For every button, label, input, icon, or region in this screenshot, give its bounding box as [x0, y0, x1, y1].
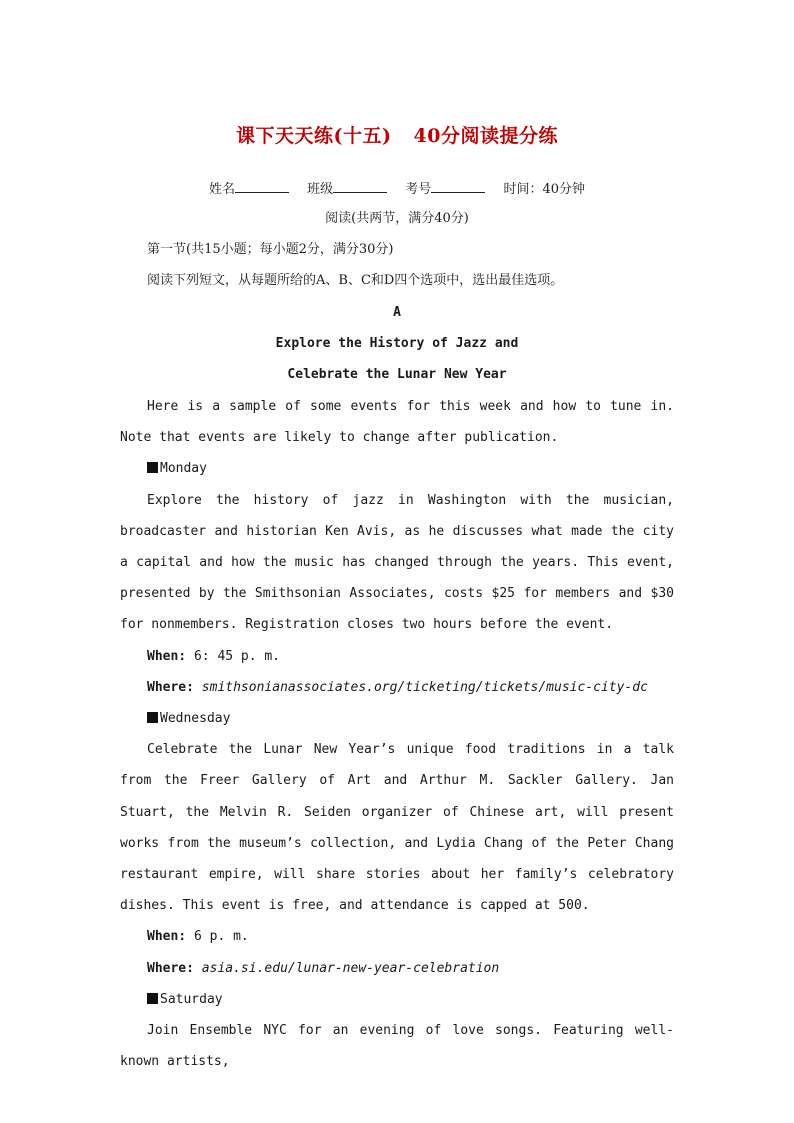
event-day-wednesday: Wednesday	[120, 703, 674, 734]
instructions: 阅读下列短文，从每题所给的A、B、C和D四个选项中，选出最佳选项。	[147, 273, 564, 288]
intro-paragraph: Here is a sample of some events for this week and how to tune in. Note that events are likely to change after publication.	[120, 399, 674, 446]
part1-heading: 第一节(共15小题；每小题2分，满分30分)	[147, 242, 394, 257]
event-where-monday: Where: smithsonianassociates.org/ticketing/tickets/music-city-dc	[147, 679, 648, 695]
name-field: 姓名	[209, 182, 289, 197]
event-where-wednesday: Where: asia.si.edu/lunar-new-year-celebration	[147, 960, 500, 976]
square-bullet-icon	[147, 993, 158, 1004]
passage-title-line1: Explore the History of Jazz and	[275, 336, 519, 351]
title-sub: 40分阅读提分练	[413, 125, 558, 147]
passage-title-line2: Celebrate the Lunar New Year	[287, 367, 507, 382]
event-description-saturday: Join Ensemble NYC for an evening of love songs. Featuring well-known artists,	[120, 1023, 674, 1070]
square-bullet-icon	[147, 462, 158, 473]
class-field: 班级	[307, 182, 387, 197]
event-description-monday: Explore the history of jazz in Washington with the musician, broadcaster and historian Ken Avis, as he discusses what made the city a capital and how the music has changed through the years. This event, presented by the Smithsonian Associates, costs $25 for members and $30 for nonmembers. Registration closes two hours before the event.	[120, 492, 674, 633]
exam-no-field: 考号	[405, 182, 485, 197]
section-heading: 阅读(共两节，满分40分)	[325, 211, 469, 226]
event-day-monday: Monday	[120, 453, 674, 484]
name-blank	[235, 180, 289, 193]
page-title	[0, 121, 794, 148]
passage-body	[120, 391, 674, 1077]
title-main: 课下天天练(十五)	[236, 125, 392, 147]
student-info-line	[0, 180, 794, 198]
square-bullet-icon	[147, 712, 158, 723]
time-limit: 时间：40分钟	[503, 182, 585, 197]
exam-no-blank	[431, 180, 485, 193]
event-link-monday: smithsonianassociates.org/ticketing/tickets/music-city-dc	[201, 679, 648, 695]
passage-letter: A	[393, 305, 401, 320]
event-when-monday: When: 6: 45 p. m.	[147, 648, 281, 664]
event-day-saturday: Saturday	[120, 984, 674, 1015]
event-when-wednesday: When: 6 p. m.	[147, 929, 249, 945]
class-blank	[333, 180, 387, 193]
event-description-wednesday: Celebrate the Lunar New Year’s unique food traditions in a talk from the Freer Gallery of Art and Arthur M. Sackler Gallery. Jan Stuart, the Melvin R. Seiden organizer of Chinese art, will present works from the museum’s collection, and Lydia Chang of the Peter Chang restaurant empire, will share stories about her family’s celebratory dishes. This event is free, and attendance is capped at 500.	[120, 742, 674, 914]
event-link-wednesday: asia.si.edu/lunar-new-year-celebration	[201, 960, 500, 976]
